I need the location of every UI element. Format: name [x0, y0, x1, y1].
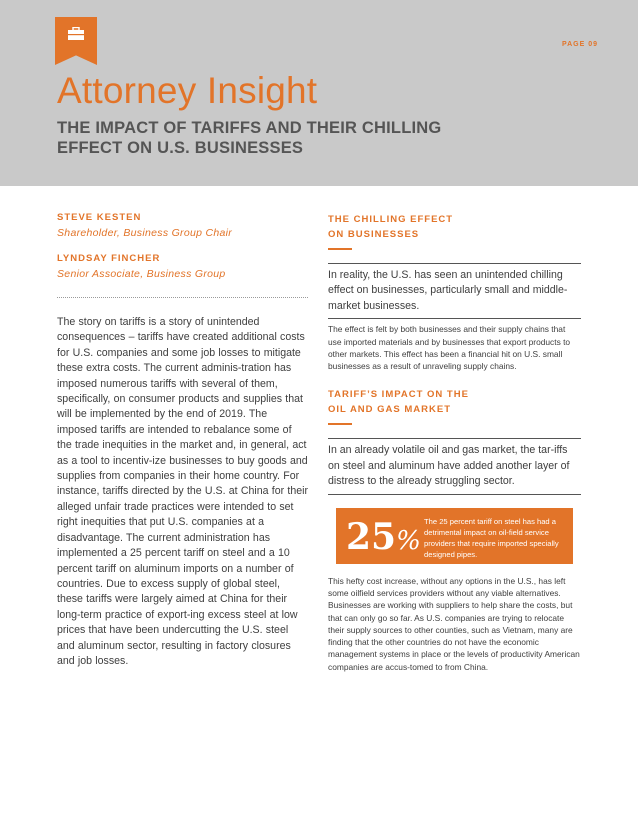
- article-body: The story on tariffs is a story of unintended consequences – tariffs have created additional costs for U.S. companies and some job losses to mitigate these extra costs. The current adminis-tration has imposed numerous tariffs with several of them, specifically, on consumer products and supplies that will be implemented by the end of 2019. The imposed tariffs are intended to rebalance some of the trade inequities in the market and, in general, act as a tool to incentiv-ize businesses to buy goods and supplies from companies in their home country. For instance, tariffs directed by the U.S. at China for their alleged unfair trade practices were intended to set right inequities that put U.S. companies at a disadvantage. The current administration has implemented a 25 percent tariff on steel and a 10 percent tariff on aluminum imports on a number of countries. Due to excess supply of global steel, these tariffs were largely aimed at China for their long-term practice of export-ing excess steel at low prices that have been undercutting the U.S. steel and aluminum sector, resulting in factory closures and job losses.: [57, 316, 308, 667]
- section-heading-line: THE CHILLING EFFECT: [328, 214, 454, 225]
- section-body: This hefty cost increase, without any options in the U.S., has left some oilfield services providers without any viable alternatives. Businesses are working with suppliers to help share the costs, but that can only go so far. As U.S. companies are trying to relocate their supply sources to other counties, such as Vietnam, many are finding that the other countries do not have the economic management systems in place or the levels of productivity American companies are accus-tomed to from China.: [328, 575, 580, 672]
- author-name: LYNDSAY FINCHER: [57, 253, 161, 264]
- section-heading-line: OIL AND GAS MARKET: [328, 404, 452, 416]
- divider: [328, 263, 581, 264]
- callout-number: 25: [346, 515, 397, 558]
- left-column: [57, 212, 308, 669]
- section-heading: [328, 387, 581, 417]
- author-role: Shareholder, Business Group Chair: [57, 227, 233, 239]
- section-lead: In reality, the U.S. has seen an unintended chilling effect on businesses, particularly small and middle-market businesses.: [328, 269, 568, 312]
- author-name: STEVE KESTEN: [57, 212, 142, 223]
- divider: [328, 318, 581, 319]
- page-title: Attorney Insight: [57, 70, 318, 111]
- section-accent-bar: [328, 423, 352, 425]
- divider: [328, 494, 581, 495]
- section-heading: [328, 212, 581, 242]
- page-header: [0, 0, 638, 186]
- author-role: Senior Associate, Business Group: [57, 268, 226, 280]
- author-block: [57, 212, 308, 239]
- author-block: [57, 253, 308, 280]
- section-accent-bar: [328, 248, 352, 250]
- right-column: [328, 212, 581, 673]
- header-badge: [55, 17, 97, 65]
- section-heading-line: ON BUSINESSES: [328, 229, 420, 240]
- callout-percent-sign: %: [396, 525, 421, 556]
- callout-text: The 25 percent tariff on steel has had a detrimental impact on oil-field service providers that require imported specially designed pipes.: [424, 516, 559, 559]
- page-number: PAGE 09: [561, 41, 598, 48]
- callout-box: [336, 508, 573, 564]
- briefcase-icon: [67, 27, 85, 41]
- page-subtitle: THE IMPACT OF TARIFFS AND THEIR CHILLING EFFECT ON U.S. BUSINESSES: [57, 119, 442, 157]
- dotted-divider: [57, 297, 308, 298]
- section-lead: In an already volatile oil and gas market, the tar-iffs on steel and aluminum have added another layer of distress to the already struggling sector.: [328, 444, 570, 488]
- divider: [328, 438, 581, 439]
- section-body: The effect is felt by both businesses and their supply chains that use imported materials and by businesses that export products to other markets. This effect has been a financial hit on U.S. small businesses as a result of unraveling supply chains.: [328, 324, 571, 372]
- section-heading-line: TARIFF’S IMPACT ON THE: [328, 389, 469, 401]
- callout-stat: [346, 516, 421, 558]
